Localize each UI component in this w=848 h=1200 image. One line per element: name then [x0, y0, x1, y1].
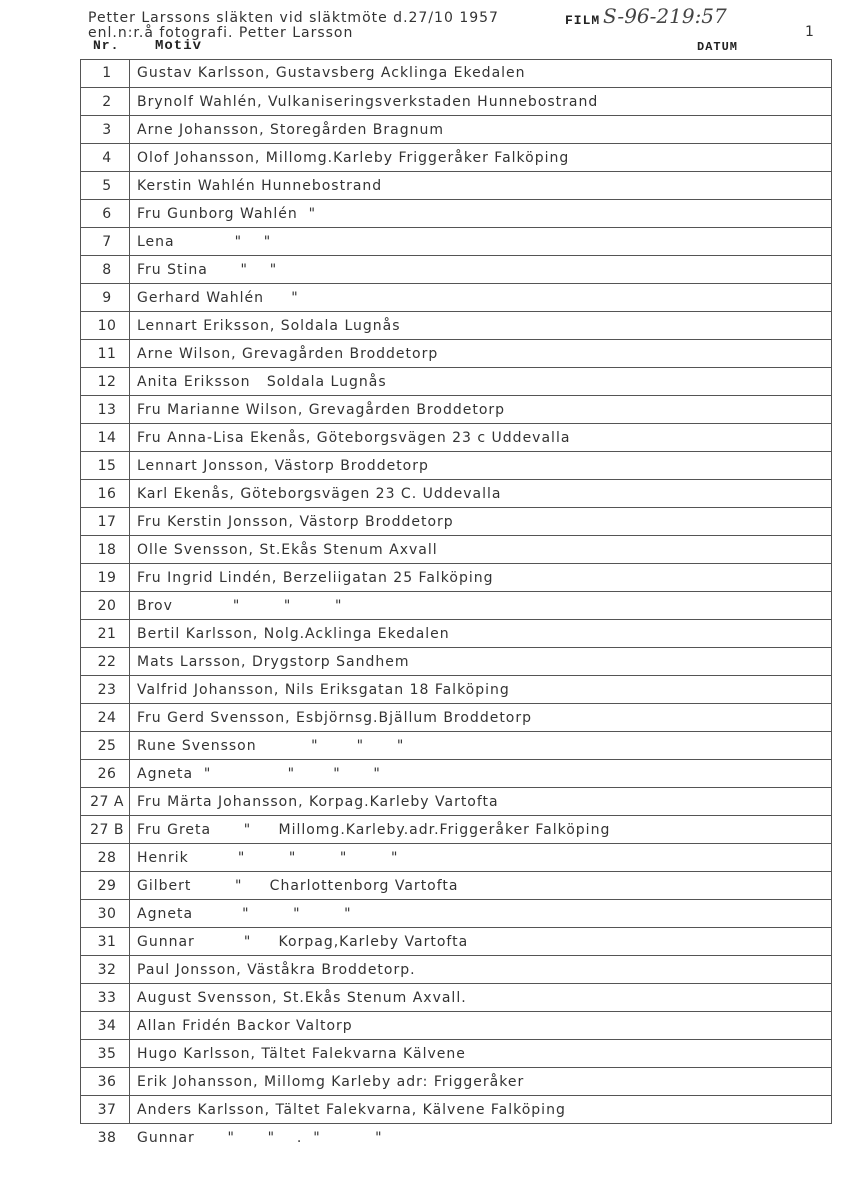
table-row [81, 899, 831, 927]
entry-number: 8 [102, 262, 112, 278]
entry-motiv: Agneta " " " [137, 906, 352, 922]
table-row [81, 423, 831, 451]
entry-motiv: Fru Gerd Svensson, Esbjörnsg.Bjällum Broddetorp [137, 710, 533, 726]
entry-motiv: Gilbert " Charlottenborg Vartofta [137, 878, 459, 894]
entry-motiv: Erik Johansson, Millomg Karleby adr: Friggeråker [137, 1074, 525, 1090]
table-row [81, 1067, 831, 1095]
entry-number: 9 [102, 290, 112, 306]
entry-motiv: Bertil Karlsson, Nolg.Acklinga Ekedalen [137, 626, 450, 642]
entry-number: 15 [97, 458, 117, 474]
table-row [81, 87, 831, 115]
entry-motiv: Fru Ingrid Lindén, Berzeliigatan 25 Falköping [137, 570, 494, 586]
entry-number: 21 [97, 626, 117, 642]
entry-number: 12 [97, 374, 117, 390]
entry-motiv: Hugo Karlsson, Tältet Falekvarna Kälvene [137, 1046, 466, 1062]
table-row [81, 927, 831, 955]
table-row [81, 451, 831, 479]
table-row [81, 731, 831, 759]
table-row [81, 703, 831, 731]
table-row [81, 339, 831, 367]
table-row [81, 115, 831, 143]
entry-number: 14 [97, 430, 117, 446]
table-row [81, 311, 831, 339]
entry-motiv: Rune Svensson " " " [137, 738, 405, 754]
table-row [81, 59, 831, 86]
entry-number: 6 [102, 206, 112, 222]
table-row [81, 479, 831, 507]
page-number: 1 [805, 24, 815, 40]
table-row [81, 759, 831, 787]
entry-number: 7 [102, 234, 112, 250]
entry-motiv: Agneta " " " " [137, 766, 381, 782]
entry-motiv: Gustav Karlsson, Gustavsberg Acklinga Ekedalen [137, 65, 526, 81]
column-header-motiv: Motiv [155, 38, 203, 54]
entry-number: 16 [97, 486, 117, 502]
entry-motiv: Fru Gunborg Wahlén " [137, 206, 317, 222]
table-row [81, 619, 831, 647]
header-title-line: Petter Larssons släkten vid släktmöte d.27/10 1957 [88, 10, 499, 26]
entry-motiv: Arne Johansson, Storegården Bragnum [137, 122, 444, 138]
entry-number: 26 [97, 766, 117, 782]
entry-number: 22 [97, 654, 117, 670]
entry-number: 1 [102, 65, 112, 81]
entry-motiv: Fru Greta " Millomg.Karleby.adr.Friggeråker Falköping [137, 822, 611, 838]
table-row [81, 787, 831, 815]
entry-number: 31 [97, 934, 117, 950]
entry-motiv: Olle Svensson, St.Ekås Stenum Axvall [137, 542, 438, 558]
entry-number: 25 [97, 738, 117, 754]
table-row [81, 535, 831, 563]
table-row [81, 647, 831, 675]
table-row [81, 983, 831, 1011]
entry-number: 33 [97, 990, 117, 1006]
table-row [81, 255, 831, 283]
entry-motiv: Allan Fridén Backor Valtorp [137, 1018, 353, 1034]
entry-number: 38 [97, 1130, 117, 1146]
table-row [81, 507, 831, 535]
entry-motiv: Fru Marianne Wilson, Grevagården Broddetorp [137, 402, 506, 418]
table-row [81, 199, 831, 227]
entry-motiv: Anders Karlsson, Tältet Falekvarna, Kälvene Falköping [137, 1102, 566, 1118]
entry-motiv: Fru Märta Johansson, Korpag.Karleby Vartofta [137, 794, 499, 810]
table-row [81, 955, 831, 983]
entry-motiv: Henrik " " " " [137, 850, 399, 866]
entry-number: 24 [97, 710, 117, 726]
entry-number: 30 [97, 906, 117, 922]
entry-number: 29 [97, 878, 117, 894]
entry-motiv: Mats Larsson, Drygstorp Sandhem [137, 654, 410, 670]
film-number-handwritten: S-96-219:57 [603, 4, 727, 28]
entry-number: 4 [102, 150, 112, 166]
register-table [80, 59, 832, 1146]
entry-motiv: Fru Stina " " [137, 262, 278, 278]
entry-motiv: Olof Johansson, Millomg.Karleby Friggeråker Falköping [137, 150, 570, 166]
table-row [81, 675, 831, 703]
entry-motiv: Karl Ekenås, Göteborgsvägen 23 C. Uddevalla [137, 486, 502, 502]
entry-number: 11 [97, 346, 117, 362]
column-header-nr: Nr. [93, 38, 120, 53]
table-row [81, 843, 831, 871]
entry-number: 23 [97, 682, 117, 698]
entry-number: 34 [97, 1018, 117, 1034]
entry-motiv: Anita Eriksson Soldala Lugnås [137, 374, 387, 390]
entry-number: 3 [102, 122, 112, 138]
entry-number: 35 [97, 1046, 117, 1062]
entry-number: 27 B [90, 822, 124, 838]
table-row [81, 283, 831, 311]
entry-motiv: Gerhard Wahlén " [137, 290, 299, 306]
entry-number: 32 [97, 962, 117, 978]
entry-motiv: Lena " " [137, 234, 272, 250]
entry-number: 28 [97, 850, 117, 866]
entry-number: 17 [97, 514, 117, 530]
table-row [81, 563, 831, 591]
entry-number: 5 [102, 178, 112, 194]
entry-motiv: Brov " " " [137, 598, 343, 614]
table-row [81, 1095, 831, 1123]
table-row [81, 171, 831, 199]
column-header-datum: DATUM [697, 40, 739, 54]
entry-number: 2 [102, 94, 112, 110]
entry-motiv: Fru Anna-Lisa Ekenås, Göteborgsvägen 23 c Uddevalla [137, 430, 571, 446]
entry-motiv: Gunnar " Korpag,Karleby Vartofta [137, 934, 469, 950]
table-row [81, 815, 831, 843]
entry-motiv: Fru Kerstin Jonsson, Västorp Broddetorp [137, 514, 454, 530]
entry-number: 19 [97, 570, 117, 586]
header-subtitle-line: enl.n:r.å fotografi. Petter Larsson [88, 25, 354, 41]
entry-number: 27 A [90, 794, 124, 810]
entry-motiv: August Svensson, St.Ekås Stenum Axvall. [137, 990, 467, 1006]
table-row [81, 143, 831, 171]
table-row [81, 395, 831, 423]
table-row [81, 1011, 831, 1039]
entry-number: 37 [97, 1102, 117, 1118]
entry-motiv: Gunnar " " . " " [137, 1130, 383, 1146]
entry-motiv: Kerstin Wahlén Hunnebostrand [137, 178, 383, 194]
entry-motiv: Arne Wilson, Grevagården Broddetorp [137, 346, 439, 362]
entry-motiv: Lennart Jonsson, Västorp Broddetorp [137, 458, 429, 474]
entry-motiv: Brynolf Wahlén, Vulkaniseringsverkstaden Hunnebostrand [137, 94, 599, 110]
entry-number: 18 [97, 542, 117, 558]
entry-number: 10 [97, 318, 117, 334]
table-row [81, 1123, 831, 1151]
table-row [81, 871, 831, 899]
entry-motiv: Lennart Eriksson, Soldala Lugnås [137, 318, 401, 334]
entry-number: 20 [97, 598, 117, 614]
entry-motiv: Paul Jonsson, Väståkra Broddetorp. [137, 962, 416, 978]
entry-motiv: Valfrid Johansson, Nils Eriksgatan 18 Falköping [137, 682, 510, 698]
table-row [81, 1039, 831, 1067]
entry-number: 36 [97, 1074, 117, 1090]
table-row [81, 591, 831, 619]
table-row [81, 227, 831, 255]
film-label: FILM [565, 13, 601, 28]
table-row [81, 367, 831, 395]
entry-number: 13 [97, 402, 117, 418]
